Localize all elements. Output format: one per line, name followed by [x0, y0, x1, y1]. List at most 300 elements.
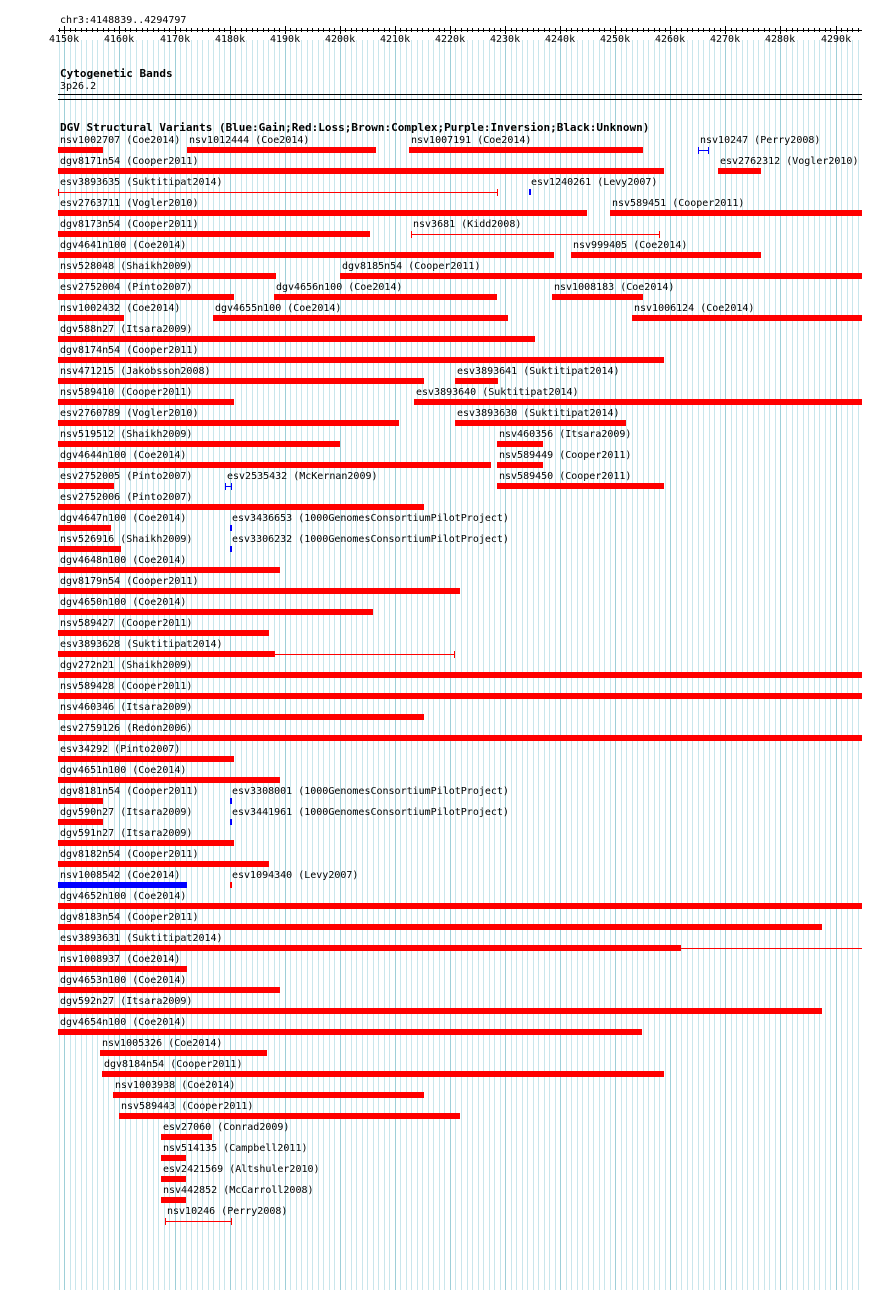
feature-label[interactable]: nsv589427 (Cooper2011)	[60, 618, 193, 629]
feature-line-cap	[231, 1218, 232, 1225]
ruler-minor-tick	[841, 28, 842, 32]
ruler-major-tick	[450, 26, 451, 34]
dgv-track-title[interactable]: DGV Structural Variants (Blue:Gain;Red:Loss;Brown:Complex;Purple:Inversion;Black:Unknown)	[60, 121, 650, 134]
feature-line-cap	[698, 147, 699, 154]
feature-bar[interactable]	[58, 735, 862, 741]
ruler-minor-tick	[279, 28, 280, 32]
feature-bar[interactable]	[455, 420, 626, 426]
ruler-major-tick	[175, 26, 176, 34]
ruler-tick-label: 4270k	[710, 34, 741, 45]
feature-label[interactable]: esv2759126 (Redon2006)	[60, 723, 193, 734]
ruler-tick-label: 4160k	[104, 34, 135, 45]
feature-bar[interactable]	[58, 462, 491, 468]
feature-label[interactable]: nsv3681 (Kidd2008)	[413, 219, 522, 230]
feature-label[interactable]: esv3893635 (Suktitipat2014)	[60, 177, 223, 188]
feature-line[interactable]	[411, 234, 660, 235]
feature-bar[interactable]	[497, 462, 543, 468]
feature-label[interactable]: esv2762312 (Vogler2010)	[720, 156, 859, 167]
feature-bar[interactable]	[58, 903, 862, 909]
ruler-minor-tick	[235, 28, 236, 32]
feature-label[interactable]: nsv460346 (Itsara2009)	[60, 702, 193, 713]
ruler-minor-tick	[687, 28, 688, 32]
ruler-minor-tick	[263, 28, 264, 32]
feature-line-cap	[231, 483, 232, 490]
feature-label[interactable]: dgv4647n100 (Coe2014)	[60, 513, 187, 524]
feature-label[interactable]: dgv8179n54 (Cooper2011)	[60, 576, 199, 587]
ruler-minor-tick	[814, 28, 815, 32]
ruler-minor-tick	[191, 28, 192, 32]
feature-line-cap	[165, 1218, 166, 1225]
feature-bar[interactable]	[58, 1029, 642, 1035]
feature-bar[interactable]	[113, 1092, 424, 1098]
ruler-minor-tick	[301, 28, 302, 32]
ruler-minor-tick	[775, 28, 776, 32]
ruler-minor-tick	[158, 28, 159, 32]
feature-bar[interactable]	[58, 441, 340, 447]
ruler-minor-tick	[130, 28, 131, 32]
feature-label[interactable]: esv1094340 (Levy2007)	[232, 870, 359, 881]
ruler-minor-tick	[356, 28, 357, 32]
ruler-minor-tick	[681, 28, 682, 32]
feature-bar[interactable]	[58, 315, 124, 321]
ruler-tick-label: 4150k	[49, 34, 80, 45]
feature-bar[interactable]	[58, 168, 664, 174]
feature-bar[interactable]	[58, 882, 187, 888]
ruler-minor-tick	[147, 28, 148, 32]
feature-label[interactable]: esv27060 (Conrad2009)	[163, 1122, 290, 1133]
ruler-tick-label: 4220k	[435, 34, 466, 45]
feature-bar[interactable]	[497, 483, 664, 489]
ruler-major-tick	[395, 26, 396, 34]
ruler-major-tick	[615, 26, 616, 34]
feature-bar[interactable]	[58, 420, 399, 426]
ruler-tick-label: 4180k	[215, 34, 246, 45]
feature-line-cap	[411, 231, 412, 238]
feature-label[interactable]: nsv1003938 (Coe2014)	[115, 1080, 236, 1091]
feature-bar[interactable]	[58, 483, 114, 489]
feature-label[interactable]: nsv1008542 (Coe2014)	[60, 870, 181, 881]
ruler-minor-tick	[621, 28, 622, 32]
feature-label[interactable]: nsv1012444 (Coe2014)	[189, 135, 310, 146]
ruler-tick-label: 4200k	[325, 34, 356, 45]
feature-label[interactable]: dgv8181n54 (Cooper2011)	[60, 786, 199, 797]
feature-bar[interactable]	[58, 252, 554, 258]
ruler-minor-tick	[213, 28, 214, 32]
ruler-tick-label: 4250k	[600, 34, 631, 45]
ruler-minor-tick	[345, 28, 346, 32]
feature-bar[interactable]	[161, 1155, 186, 1161]
feature-bar[interactable]	[571, 252, 761, 258]
feature-label[interactable]: esv1240261 (Levy2007)	[531, 177, 658, 188]
feature-label[interactable]: esv3441961 (1000GenomesConsortiumPilotProject)	[232, 807, 509, 818]
ruler-minor-tick	[489, 28, 490, 32]
feature-label[interactable]: esv2752006 (Pinto2007)	[60, 492, 193, 503]
feature-label[interactable]: esv3308001 (1000GenomesConsortiumPilotProject)	[232, 786, 509, 797]
ruler-minor-tick	[246, 28, 247, 32]
feature-label[interactable]: dgv592n27 (Itsara2009)	[60, 996, 193, 1007]
feature-bar[interactable]	[340, 273, 862, 279]
ruler-minor-tick	[571, 28, 572, 32]
feature-bar[interactable]	[58, 231, 370, 237]
feature-label[interactable]: dgv588n27 (Itsara2009)	[60, 324, 193, 335]
feature-label[interactable]: nsv471215 (Jakobsson2008)	[60, 366, 211, 377]
ruler-minor-tick	[703, 28, 704, 32]
ruler-minor-tick	[164, 28, 165, 32]
ruler-minor-tick	[467, 28, 468, 32]
feature-bar[interactable]	[58, 840, 234, 846]
ruler-minor-tick	[852, 28, 853, 32]
feature-line-cap	[454, 651, 455, 658]
feature-bar[interactable]	[58, 147, 103, 153]
ruler-minor-tick	[659, 28, 660, 32]
feature-bar[interactable]	[58, 924, 822, 930]
feature-bar[interactable]	[58, 651, 275, 657]
feature-label[interactable]: dgv4648n100 (Coe2014)	[60, 555, 187, 566]
feature-bar[interactable]	[58, 294, 234, 300]
ruler-minor-tick	[384, 28, 385, 32]
feature-label[interactable]: dgv8174n54 (Cooper2011)	[60, 345, 199, 356]
ruler-minor-tick	[378, 28, 379, 32]
feature-label[interactable]: dgv8173n54 (Cooper2011)	[60, 219, 199, 230]
feature-bar[interactable]	[100, 1050, 267, 1056]
ruler-minor-tick	[318, 28, 319, 32]
ruler-minor-tick	[825, 28, 826, 32]
ruler-minor-tick	[114, 28, 115, 32]
ruler-minor-tick	[637, 28, 638, 32]
feature-label[interactable]: dgv8185n54 (Cooper2011)	[342, 261, 481, 272]
ruler-minor-tick	[604, 28, 605, 32]
feature-label[interactable]: dgv591n27 (Itsara2009)	[60, 828, 193, 839]
feature-label[interactable]: dgv8182n54 (Cooper2011)	[60, 849, 199, 860]
feature-line-cap	[497, 189, 498, 196]
feature-label[interactable]: esv3893631 (Suktitipat2014)	[60, 933, 223, 944]
feature-label[interactable]: nsv1002707 (Coe2014)	[60, 135, 181, 146]
ruler-minor-tick	[472, 28, 473, 32]
ruler-minor-tick	[582, 28, 583, 32]
ruler-minor-tick	[654, 28, 655, 32]
feature-bar[interactable]	[187, 147, 376, 153]
feature-bar[interactable]	[529, 189, 531, 195]
ruler-minor-tick	[797, 28, 798, 32]
feature-label[interactable]: dgv272n21 (Shaikh2009)	[60, 660, 193, 671]
feature-bar[interactable]	[58, 798, 103, 804]
feature-bar[interactable]	[58, 210, 587, 216]
ruler-minor-tick	[411, 28, 412, 32]
ruler-minor-tick	[75, 28, 76, 32]
feature-bar[interactable]	[58, 672, 862, 678]
feature-bar[interactable]	[230, 798, 232, 804]
feature-bar[interactable]	[58, 945, 681, 951]
feature-label[interactable]: esv34292 (Pinto2007)	[60, 744, 181, 755]
feature-bar[interactable]	[58, 630, 269, 636]
feature-bar[interactable]	[161, 1197, 186, 1203]
feature-bar[interactable]	[102, 1071, 664, 1077]
ruler-minor-tick	[847, 28, 848, 32]
feature-bar[interactable]	[58, 336, 535, 342]
ruler-minor-tick	[224, 28, 225, 32]
feature-bar[interactable]	[58, 567, 280, 573]
ruler-minor-tick	[747, 28, 748, 32]
ruler-major-tick	[505, 26, 506, 34]
ruler-minor-tick	[533, 28, 534, 32]
ruler-major-tick	[230, 26, 231, 34]
ruler-minor-tick	[422, 28, 423, 32]
ruler-major-tick	[119, 26, 120, 34]
ruler-minor-tick	[692, 28, 693, 32]
ruler-minor-tick	[334, 28, 335, 32]
ruler-minor-tick	[274, 28, 275, 32]
feature-label[interactable]: nsv589410 (Cooper2011)	[60, 387, 193, 398]
feature-line-cap	[708, 147, 709, 154]
ruler-minor-tick	[808, 28, 809, 32]
feature-bar[interactable]	[230, 819, 232, 825]
feature-label[interactable]: esv3893628 (Suktitipat2014)	[60, 639, 223, 650]
feature-label[interactable]: nsv514135 (Campbell2011)	[163, 1143, 308, 1154]
feature-bar[interactable]	[610, 210, 862, 216]
ruler-minor-tick	[70, 28, 71, 32]
ruler-minor-tick	[400, 28, 401, 32]
feature-line[interactable]	[58, 192, 498, 193]
feature-bar[interactable]	[58, 714, 424, 720]
feature-bar[interactable]	[58, 1008, 822, 1014]
feature-line[interactable]	[681, 948, 862, 949]
feature-bar[interactable]	[230, 525, 232, 531]
ruler-minor-tick	[252, 28, 253, 32]
ruler-minor-tick	[389, 28, 390, 32]
ruler-minor-tick	[351, 28, 352, 32]
region-label: chr3:4148839..4294797	[60, 15, 187, 26]
feature-label[interactable]: dgv8184n54 (Cooper2011)	[104, 1059, 243, 1070]
feature-label[interactable]: dgv4653n100 (Coe2014)	[60, 975, 187, 986]
ruler-minor-tick	[819, 28, 820, 32]
ruler-minor-tick	[86, 28, 87, 32]
feature-bar[interactable]	[455, 378, 498, 384]
feature-bar[interactable]	[230, 546, 232, 552]
feature-label[interactable]: esv2535432 (McKernan2009)	[227, 471, 378, 482]
feature-bar[interactable]	[58, 357, 664, 363]
feature-label[interactable]: esv3306232 (1000GenomesConsortiumPilotProject)	[232, 534, 509, 545]
ruler-major-tick	[560, 26, 561, 34]
feature-line-cap	[58, 189, 59, 196]
feature-label[interactable]: esv2760789 (Vogler2010)	[60, 408, 199, 419]
feature-label[interactable]: nsv528048 (Shaikh2009)	[60, 261, 193, 272]
ruler-minor-tick	[417, 28, 418, 32]
feature-label[interactable]: nsv10246 (Perry2008)	[167, 1206, 288, 1217]
ruler-major-tick	[780, 26, 781, 34]
feature-bar[interactable]	[58, 819, 103, 825]
feature-label[interactable]: dgv4652n100 (Coe2014)	[60, 891, 187, 902]
ruler-tick-label: 4190k	[270, 34, 301, 45]
ruler-major-tick	[340, 26, 341, 34]
feature-label[interactable]: nsv1006124 (Coe2014)	[634, 303, 755, 314]
ruler-minor-tick	[714, 28, 715, 32]
ruler-minor-tick	[753, 28, 754, 32]
ruler-minor-tick	[610, 28, 611, 32]
ruler-minor-tick	[59, 28, 60, 32]
feature-label[interactable]: nsv999405 (Coe2014)	[573, 240, 688, 251]
feature-label[interactable]: nsv1008183 (Coe2014)	[554, 282, 675, 293]
feature-label[interactable]: esv2421569 (Altshuler2010)	[163, 1164, 320, 1175]
ruler-minor-tick	[858, 28, 859, 32]
feature-bar[interactable]	[58, 777, 280, 783]
ruler-minor-tick	[588, 28, 589, 32]
feature-label[interactable]: nsv589443 (Cooper2011)	[121, 1101, 254, 1112]
feature-bar[interactable]	[632, 315, 862, 321]
feature-label[interactable]: nsv589428 (Cooper2011)	[60, 681, 193, 692]
ruler-tick-label: 4280k	[765, 34, 796, 45]
feature-bar[interactable]	[230, 882, 232, 888]
feature-label[interactable]: nsv589449 (Cooper2011)	[499, 450, 632, 461]
feature-label[interactable]: esv3436653 (1000GenomesConsortiumPilotProject)	[232, 513, 509, 524]
feature-label[interactable]: esv2752004 (Pinto2007)	[60, 282, 193, 293]
feature-bar[interactable]	[58, 588, 460, 594]
ruler-minor-tick	[428, 28, 429, 32]
feature-label[interactable]: nsv442852 (McCarroll2008)	[163, 1185, 314, 1196]
ruler-minor-tick	[632, 28, 633, 32]
feature-bar[interactable]	[58, 504, 424, 510]
ruler-minor-tick	[599, 28, 600, 32]
feature-line[interactable]	[275, 654, 455, 655]
ruler-minor-tick	[186, 28, 187, 32]
feature-label[interactable]: esv3893630 (Suktitipat2014)	[457, 408, 620, 419]
feature-label[interactable]: dgv590n27 (Itsara2009)	[60, 807, 193, 818]
ruler-tick-label: 4260k	[655, 34, 686, 45]
ruler-minor-tick	[103, 28, 104, 32]
ruler-minor-tick	[142, 28, 143, 32]
feature-label[interactable]: esv2763711 (Vogler2010)	[60, 198, 199, 209]
ruler-tick-label: 4290k	[821, 34, 852, 45]
ruler-minor-tick	[538, 28, 539, 32]
feature-bar[interactable]	[58, 609, 373, 615]
ruler-minor-tick	[549, 28, 550, 32]
ruler-minor-tick	[786, 28, 787, 32]
ruler-minor-tick	[97, 28, 98, 32]
ruler-minor-tick	[511, 28, 512, 32]
feature-label[interactable]: esv3893640 (Suktitipat2014)	[416, 387, 579, 398]
ruler-tick-label: 4230k	[490, 34, 521, 45]
ruler-minor-tick	[626, 28, 627, 32]
feature-bar[interactable]	[718, 168, 761, 174]
ruler-minor-tick	[769, 28, 770, 32]
feature-label[interactable]: dgv4655n100 (Coe2014)	[215, 303, 342, 314]
feature-label[interactable]: nsv589451 (Cooper2011)	[612, 198, 745, 209]
ruler-minor-tick	[665, 28, 666, 32]
ruler-minor-tick	[698, 28, 699, 32]
ruler-minor-tick	[219, 28, 220, 32]
ruler-minor-tick	[803, 28, 804, 32]
ruler-minor-tick	[516, 28, 517, 32]
feature-bar[interactable]	[58, 966, 187, 972]
ruler-minor-tick	[566, 28, 567, 32]
ruler-tick-label: 4170k	[160, 34, 191, 45]
ruler-minor-tick	[323, 28, 324, 32]
ruler-minor-tick	[153, 28, 154, 32]
ruler-minor-tick	[202, 28, 203, 32]
ruler-minor-tick	[439, 28, 440, 32]
feature-label[interactable]: nsv460356 (Itsara2009)	[499, 429, 632, 440]
feature-label[interactable]: dgv8183n54 (Cooper2011)	[60, 912, 199, 923]
feature-label[interactable]: dgv4644n100 (Coe2014)	[60, 450, 187, 461]
feature-bar[interactable]	[409, 147, 643, 153]
ruler-major-tick	[670, 26, 671, 34]
feature-label[interactable]: nsv589450 (Cooper2011)	[499, 471, 632, 482]
ruler-minor-tick	[197, 28, 198, 32]
ruler-minor-tick	[373, 28, 374, 32]
ruler-minor-tick	[312, 28, 313, 32]
feature-bar[interactable]	[58, 378, 424, 384]
feature-bar[interactable]	[161, 1134, 212, 1140]
feature-bar[interactable]	[58, 546, 121, 552]
feature-bar[interactable]	[58, 987, 280, 993]
feature-label[interactable]: dgv4641n100 (Coe2014)	[60, 240, 187, 251]
feature-bar[interactable]	[414, 399, 862, 405]
ruler-minor-tick	[522, 28, 523, 32]
feature-label[interactable]: dgv8171n54 (Cooper2011)	[60, 156, 199, 167]
ruler-minor-tick	[676, 28, 677, 32]
feature-label[interactable]: esv3893641 (Suktitipat2014)	[457, 366, 620, 377]
feature-label[interactable]: nsv10247 (Perry2008)	[700, 135, 821, 146]
feature-bar[interactable]	[58, 861, 269, 867]
ruler-minor-tick	[461, 28, 462, 32]
feature-bar[interactable]	[161, 1176, 186, 1182]
feature-bar[interactable]	[58, 693, 862, 699]
ruler-minor-tick	[830, 28, 831, 32]
ruler-minor-tick	[483, 28, 484, 32]
ruler-minor-tick	[180, 28, 181, 32]
feature-bar[interactable]	[58, 399, 234, 405]
ruler-minor-tick	[208, 28, 209, 32]
ruler-minor-tick	[296, 28, 297, 32]
feature-label[interactable]: nsv1007191 (Coe2014)	[411, 135, 532, 146]
ruler-minor-tick	[709, 28, 710, 32]
ruler-minor-tick	[494, 28, 495, 32]
feature-line-cap	[225, 483, 226, 490]
feature-bar[interactable]	[497, 441, 543, 447]
feature-bar[interactable]	[58, 756, 234, 762]
feature-label[interactable]: nsv526916 (Shaikh2009)	[60, 534, 193, 545]
cytoband-track-bottom-line	[58, 99, 862, 100]
ruler-minor-tick	[406, 28, 407, 32]
feature-bar[interactable]	[58, 525, 111, 531]
feature-label[interactable]: nsv1008937 (Coe2014)	[60, 954, 181, 965]
feature-bar[interactable]	[119, 1113, 460, 1119]
cytoband-track-top-line	[58, 94, 862, 95]
feature-label[interactable]: nsv519512 (Shaikh2009)	[60, 429, 193, 440]
ruler-minor-tick	[577, 28, 578, 32]
ruler-minor-tick	[290, 28, 291, 32]
feature-bar[interactable]	[552, 294, 643, 300]
feature-label[interactable]: nsv1002432 (Coe2014)	[60, 303, 181, 314]
feature-bar[interactable]	[58, 273, 276, 279]
feature-bar[interactable]	[274, 294, 497, 300]
ruler-minor-tick	[108, 28, 109, 32]
feature-label[interactable]: dgv4650n100 (Coe2014)	[60, 597, 187, 608]
feature-label[interactable]: nsv1005326 (Coe2014)	[102, 1038, 223, 1049]
ruler-major-tick	[285, 26, 286, 34]
cytogenetic-bands-title[interactable]: Cytogenetic Bands	[60, 67, 173, 80]
feature-label[interactable]: esv2752005 (Pinto2007)	[60, 471, 193, 482]
feature-bar[interactable]	[213, 315, 508, 321]
ruler-minor-tick	[544, 28, 545, 32]
ruler-minor-tick	[527, 28, 528, 32]
ruler-minor-tick	[455, 28, 456, 32]
feature-line[interactable]	[165, 1221, 232, 1222]
feature-label[interactable]: dgv4654n100 (Coe2014)	[60, 1017, 187, 1028]
feature-label[interactable]: dgv4651n100 (Coe2014)	[60, 765, 187, 776]
ruler-minor-tick	[731, 28, 732, 32]
ruler-minor-tick	[593, 28, 594, 32]
feature-label[interactable]: dgv4656n100 (Coe2014)	[276, 282, 403, 293]
